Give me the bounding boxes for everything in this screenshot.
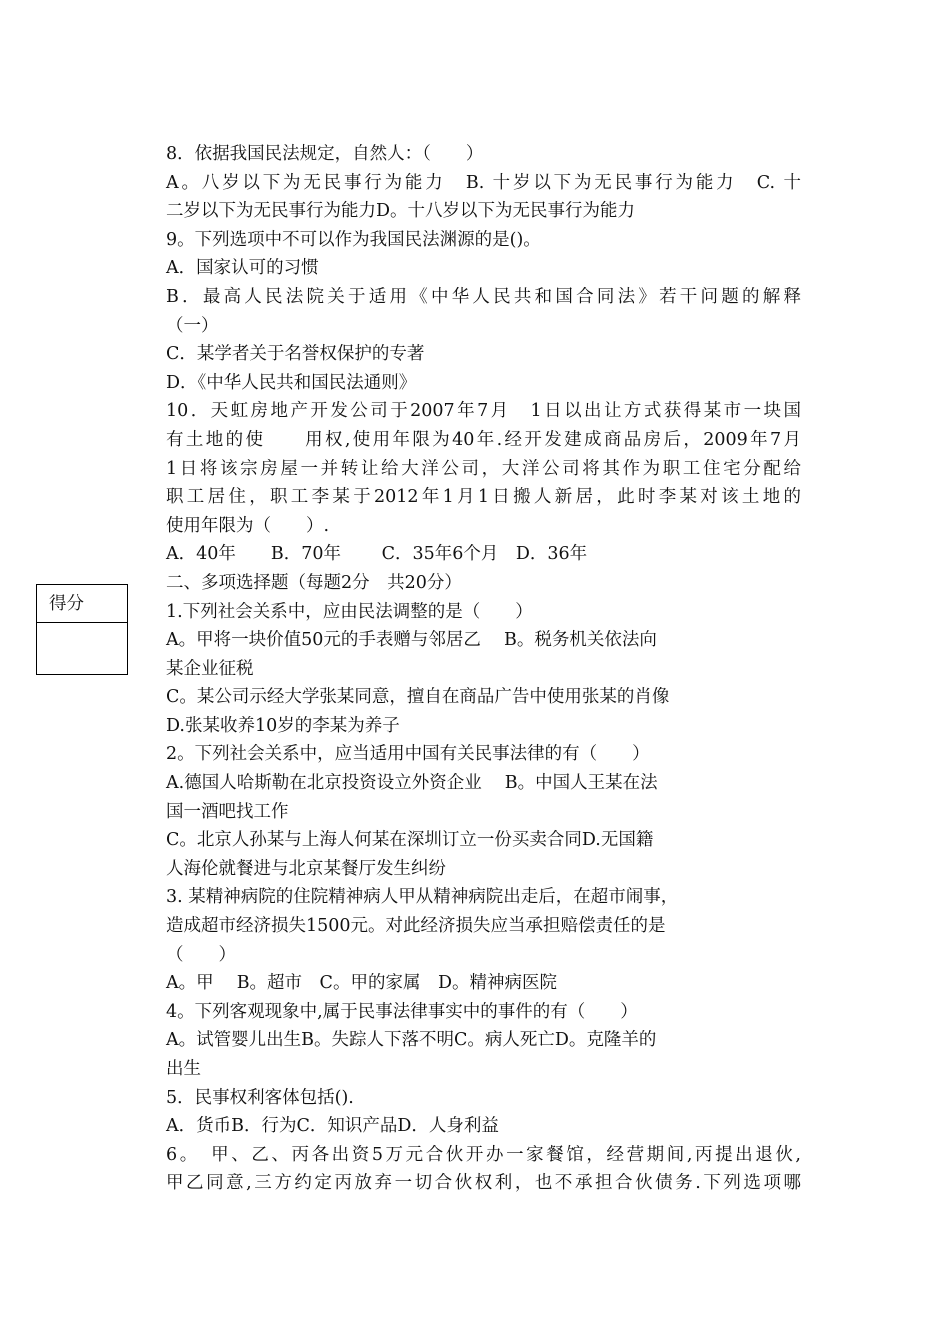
mc-question-2-options-line-1: A.德国人哈斯勒在北京投资设立外资企业 B。中国人王某在法 bbox=[166, 773, 658, 794]
mc-question-3-stem-line-3: （ ） bbox=[166, 944, 236, 965]
exam-text bbox=[166, 140, 801, 1198]
mc-question-4-stem: 4。下列客观现象中,属于民事法律事实中的事件的有（ ） bbox=[166, 1001, 638, 1022]
mc-question-6-stem-line-1: 6。 甲、乙、丙各出资5万元合伙开办一家餐馆，经营期间,丙提出退伙, bbox=[166, 1144, 801, 1165]
mc-question-5-options: A．货币B．行为C．知识产品D．人身利益 bbox=[166, 1116, 499, 1137]
question-8-stem: 8．依据我国民法规定，自然人：（ ） bbox=[166, 144, 484, 164]
mc-question-1-option-d: D.张某收养10岁的李某为养子 bbox=[166, 715, 400, 736]
mc-question-1-stem: 1.下列社会关系中，应由民法调整的是（ ） bbox=[166, 601, 533, 622]
question-8-options-line-2: 二岁以下为无民事行为能力D。十八岁以下为无民事行为能力 bbox=[166, 201, 636, 222]
mc-question-4-options-line-2: 出生 bbox=[166, 1059, 201, 1079]
question-10-stem-line-4: 职工居住，职工李某于2012年1月1日搬人新居，此时李某对该土地的 bbox=[166, 487, 801, 508]
question-10-options: A．40年 B．70年 C．35年6个月 D．36年 bbox=[166, 544, 588, 565]
score-box bbox=[36, 584, 128, 675]
question-10-stem-line-1: 10．天虹房地产开发公司于2007年7月 1日以出让方式获得某市一块国 bbox=[166, 401, 801, 422]
question-9-option-b: B．最高人民法院关于适用《中华人民共和国合同法》若干问题的解释 bbox=[166, 286, 801, 307]
question-9-option-d: D．《中华人民共和国民法通则》 bbox=[166, 372, 417, 393]
mc-question-2-options-line-2: 国一酒吧找工作 bbox=[166, 801, 289, 822]
score-label: 得分 bbox=[37, 585, 127, 623]
score-value-cell[interactable] bbox=[37, 623, 127, 674]
question-10-stem-line-2: 有土地的使 用权,使用年限为40年.经开发建成商品房后，2009年7月 bbox=[166, 429, 801, 450]
mc-question-1-option-c: C。某公司示经大学张某同意，擅自在商品广告中使用张某的肖像 bbox=[166, 687, 670, 708]
question-10-stem-line-5: 使用年限为（ ）. bbox=[166, 515, 330, 536]
section-heading-multiple-choice: 二、多项选择题（每题2分 共20分） bbox=[166, 572, 462, 593]
mc-question-1-options-line-1: A。甲将一块价值50元的手表赠与邻居乙 B。税务机关依法向 bbox=[166, 630, 657, 651]
mc-question-6-stem-line-2: 甲乙同意,三方约定丙放弃一切合伙权利，也不承担合伙债务.下列选项哪 bbox=[166, 1173, 801, 1194]
mc-question-2-options-line-4: 人海伦就餐进与北京某餐厅发生纠纷 bbox=[166, 858, 446, 879]
mc-question-3-options: A。甲 B。超市 C。甲的家属 D。精神病医院 bbox=[166, 973, 557, 994]
question-9-option-c: C．某学者关于名誉权保护的专著 bbox=[166, 344, 425, 365]
question-9-stem: 9。下列选项中不可以作为我国民法渊源的是()。 bbox=[166, 229, 541, 250]
mc-question-2-options-line-3: C。北京人孙某与上海人何某在深圳订立一份买卖合同D.无国籍 bbox=[166, 830, 654, 851]
mc-question-3-stem-line-1: 3. 某精神病院的住院精神病人甲从精神病院出走后，在超市闹事， bbox=[166, 887, 679, 908]
question-9-option-b-continued: （一） bbox=[166, 315, 219, 336]
mc-question-1-options-line-2: 某企业征税 bbox=[166, 658, 254, 679]
mc-question-5-stem: 5．民事权利客体包括(). bbox=[166, 1087, 354, 1108]
mc-question-2-stem: 2。下列社会关系中，应当适用中国有关民事法律的有（ ） bbox=[166, 744, 650, 765]
mc-question-4-options-line-1: A。试管婴儿出生B。失踪人下落不明C。病人死亡D。克隆羊的 bbox=[166, 1030, 657, 1051]
question-8-options-line-1: A。八岁以下为无民事行为能力 B. 十岁以下为无民事行为能力 C. 十 bbox=[166, 172, 801, 193]
mc-question-3-stem-line-2: 造成超市经济损失1500元。对此经济损失应当承担赔偿责任的是 bbox=[166, 916, 666, 937]
question-10-stem-line-3: 1日将该宗房屋一并转让给大洋公司，大洋公司将其作为职工住宅分配给 bbox=[166, 458, 801, 479]
question-9-option-a: A．国家认可的习惯 bbox=[166, 258, 319, 279]
